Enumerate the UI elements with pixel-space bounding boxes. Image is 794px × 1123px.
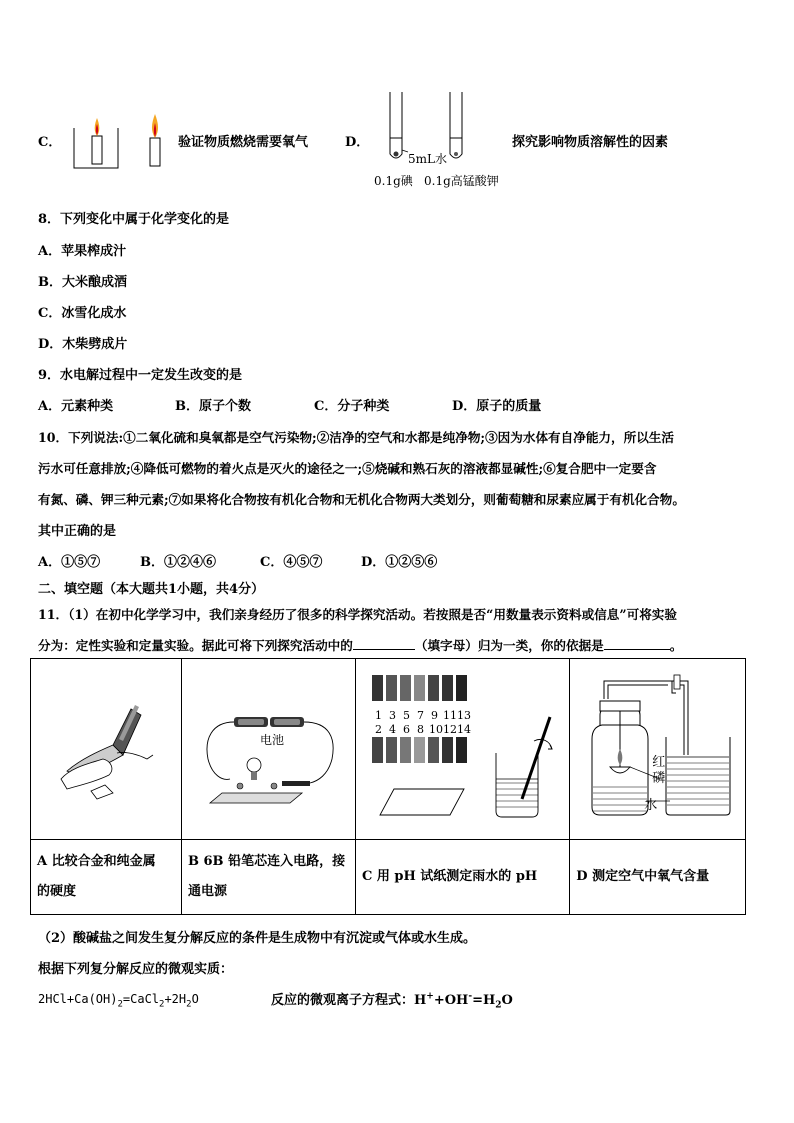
q9-stem: 9．水电解过程中一定发生改变的是 — [38, 368, 243, 383]
red-phosphorus-label — [652, 755, 665, 787]
caption-c: C 用 pH 试纸测定雨水的 pH — [356, 840, 570, 915]
chemical-equation: $2HCl+Ca(OH)_2=CaCl_2+2H_2O$ — [38, 992, 199, 1010]
q11-line2-part3: 。 — [669, 638, 683, 653]
q11-line2 — [38, 635, 682, 654]
battery-label: 电池 — [260, 733, 285, 747]
red-label-char2: 磷 — [652, 771, 666, 786]
q7-c-label: C． — [38, 135, 62, 150]
ph-top-13: 13 — [457, 709, 471, 722]
q8-stem: 8．下列变化中属于化学变化的是 — [38, 212, 230, 227]
q11-line1: 11．（1）在初中化学学习中，我们亲身经历了很多的科学探究活动。若按照是否“用数量表示资料或信息”可将实验 — [38, 607, 677, 622]
figure-a-cell — [31, 659, 182, 840]
q9-option-c: C．分子种类 — [314, 399, 390, 414]
ph-bottom-2: 2 — [375, 723, 382, 736]
q11-basis: 根据下列复分解反应的微观实质： — [38, 962, 234, 977]
ph-bottom-4: 4 — [389, 723, 396, 736]
ph-test-figure — [356, 659, 572, 835]
q11-part2: （2）酸碱盐之间发生复分解反应的条件是生成物中有沉淀或气体或水生成。 — [38, 931, 477, 946]
red-label-char1: 红 — [652, 755, 666, 770]
candle-experiment-figure — [66, 106, 176, 172]
water-label: 水 — [644, 798, 658, 813]
q7-d-kmno4: 0.1g高锰酸钾 — [424, 174, 499, 188]
ph-bottom-14: 14 — [457, 723, 471, 736]
ionic-equation: 反应的微观离子方程式：$H^++OH^-=H_2O$ — [271, 991, 513, 1011]
q10-option-d: D．①②⑤⑥ — [361, 555, 438, 570]
figure-d-cell — [570, 659, 746, 840]
q7-d-text: 探究影响物质溶解性的因素 — [512, 135, 669, 150]
q7-d-label: D． — [345, 135, 370, 150]
q8-option-d: D．木柴劈成片 — [38, 337, 128, 352]
q10-option-c: C．④⑤⑦ — [260, 555, 323, 570]
ph-top-11: 11 — [443, 709, 457, 722]
ph-bottom-8: 8 — [417, 723, 424, 736]
q10-line1: 10．下列说法:①二氧化硫和臭氧都是空气污染物;②洁净的空气和水都是纯净物;③因为水体有自净能力，所以生活 — [38, 430, 674, 445]
caption-a-line1: A 比较合金和纯金属 — [37, 854, 156, 869]
figure-b-cell — [182, 659, 356, 840]
caption-a-line2: 的硬度 — [37, 884, 77, 899]
caption-b — [182, 840, 356, 915]
ph-top-5: 5 — [403, 709, 410, 722]
q10-line2: 污水可任意排放;④降低可燃物的着火点是灭火的途径之一;⑤烧碱和熟石灰的溶液都显碱性;⑥复合肥中一定要含 — [38, 461, 657, 476]
q10-option-a: A．①⑤⑦ — [38, 555, 101, 570]
experiment-table — [30, 658, 746, 915]
q10-line4: 其中正确的是 — [38, 524, 117, 539]
ph-top-3: 3 — [389, 709, 396, 722]
caption-b-line1: B 6B 铅笔芯连入电路，接 — [188, 854, 346, 869]
q8-option-b: B．大米酿成酒 — [38, 275, 127, 290]
caption-b-line2: 通电源 — [188, 884, 228, 899]
caption-a — [31, 840, 182, 915]
scratch-hardness-figure — [31, 659, 181, 835]
answer-blank-2[interactable] — [604, 649, 670, 650]
ph-bottom-6: 6 — [403, 723, 410, 736]
ph-bottom-12: 12 — [443, 723, 457, 736]
ph-bottom-10: 10 — [429, 723, 443, 736]
caption-d: D 测定空气中氧气含量 — [570, 840, 746, 915]
q11-line2-part1: 分为：定性实验和定量实验。据此可将下列探究活动中的 — [38, 638, 353, 653]
q10-option-b: B．①②④⑥ — [140, 555, 216, 570]
ph-top-7: 7 — [417, 709, 424, 722]
figure-c-cell — [356, 659, 570, 840]
ph-top-1: 1 — [375, 709, 382, 722]
q7-d-iodine: 0.1g碘 — [374, 174, 413, 188]
q9-option-a: A．元素种类 — [38, 399, 114, 414]
q7-c-text: 验证物质燃烧需要氧气 — [178, 135, 309, 150]
q9-option-d: D．原子的质量 — [452, 399, 542, 414]
q8-option-c: C．冰雪化成水 — [38, 306, 127, 321]
oxygen-content-apparatus-figure — [570, 659, 747, 835]
answer-blank-1[interactable] — [353, 649, 415, 650]
ph-color-chart-bottom — [372, 737, 467, 763]
q8-option-a: A．苹果榨成汁 — [38, 244, 127, 259]
ph-color-chart-top — [372, 675, 467, 701]
q7-d-water: 5mL水 — [408, 152, 447, 166]
q9-option-b: B．原子个数 — [175, 399, 251, 414]
ph-top-9: 9 — [431, 709, 438, 722]
q10-line3: 有氮、磷、钾三种元素;⑦如果将化合物按有机化合物和无机化合物两大类划分，则葡萄糖和尿素应属于有机化合物。 — [38, 492, 685, 507]
section-2-heading: 二、填空题（本大题共1小题，共4分） — [38, 582, 265, 597]
q11-line2-part2: （填字母）归为一类，你的依据是 — [414, 638, 604, 653]
